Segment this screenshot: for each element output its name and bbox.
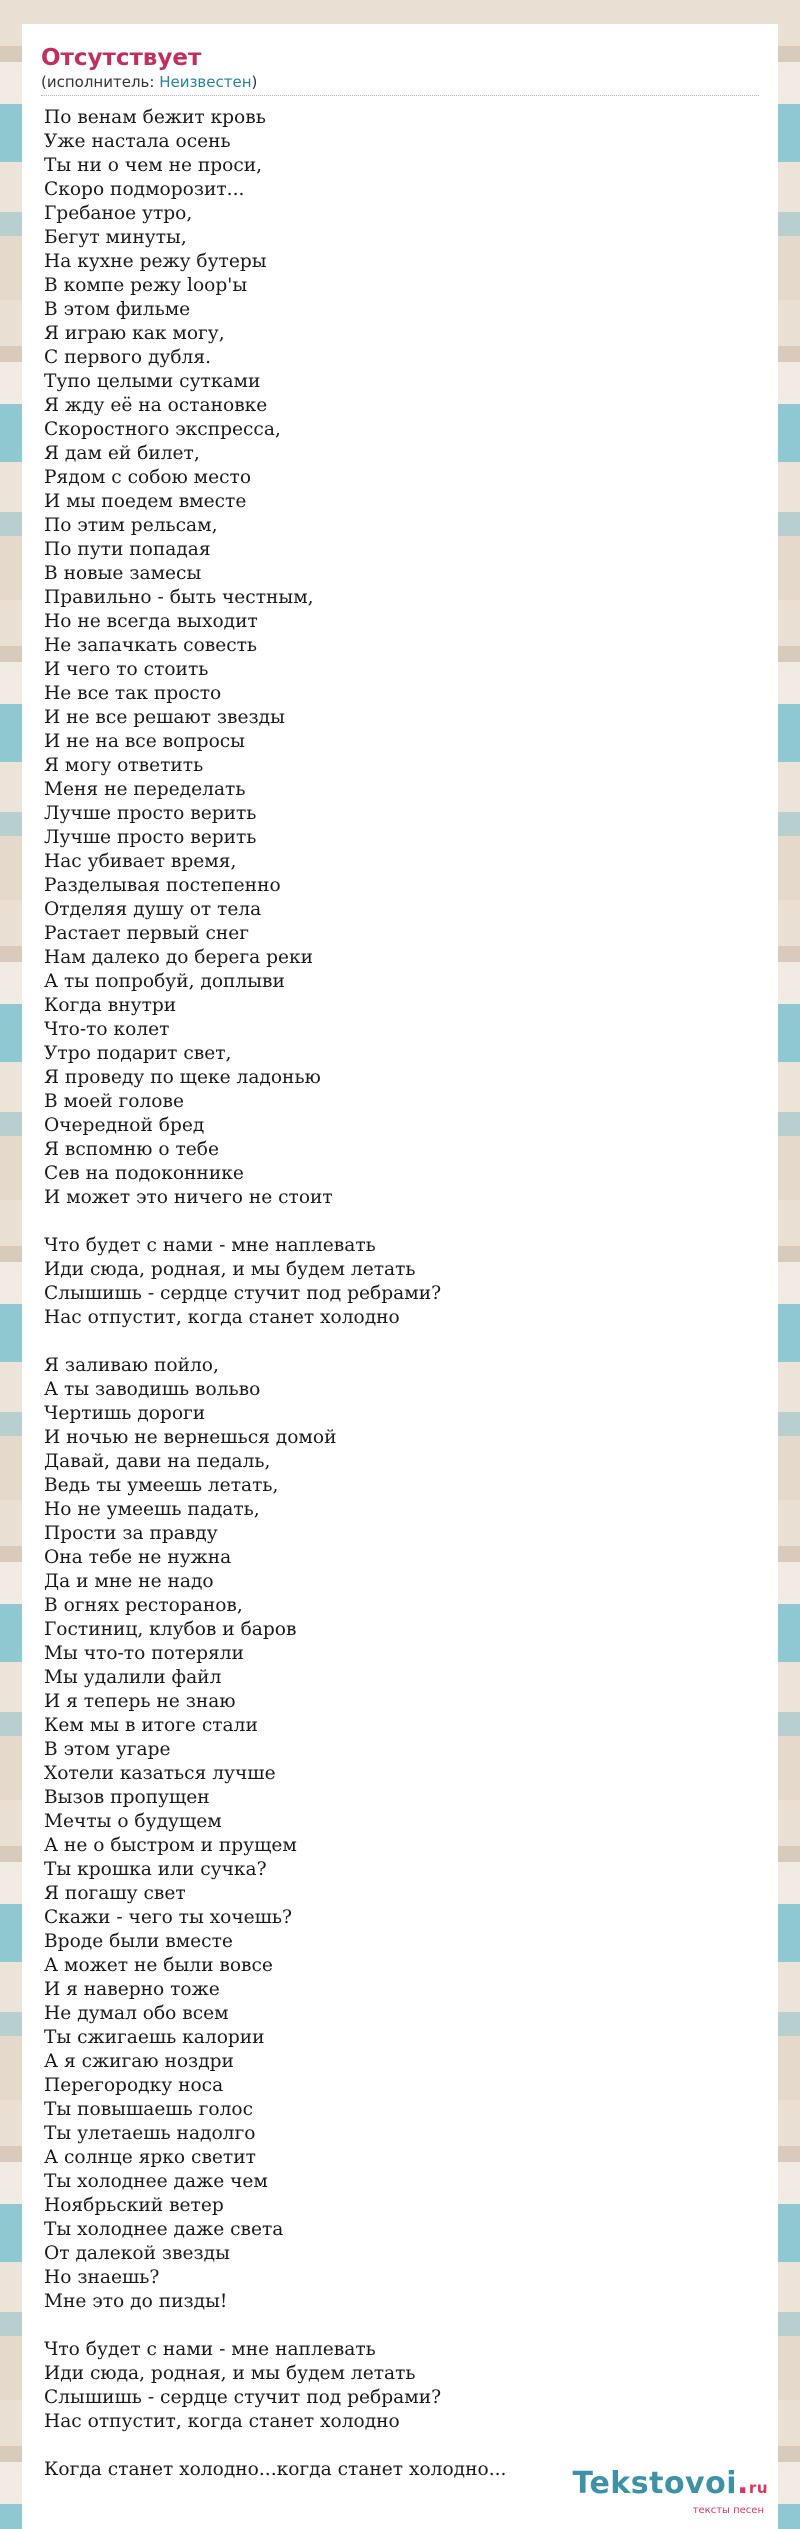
site-logo[interactable] [572, 2467, 768, 2517]
logo-dot: . [737, 2466, 749, 2501]
lyrics-card [22, 24, 778, 2529]
artist-link[interactable]: Неизвестен [159, 73, 252, 91]
logo-tagline: тексты песен [692, 2505, 764, 2516]
artist-prefix: (исполнитель: [41, 73, 160, 91]
song-title: Отсутствует [41, 45, 202, 71]
logo-wordmark [572, 2467, 768, 2505]
logo-tld: ru [748, 2479, 768, 2497]
lyrics-text: По венам бежит кровь Уже настала осень Ты ни о чем не проси, Скоро подморозит... Гребаное утро, Бегут минуты, На кухне режу бутеры В компе режу loop'ы В этом фильме Я играю как могу, С первого дубля. Тупо целыми сутками Я жду её на остановке Скоростного экспресса, Я дам ей билет, Рядом с собою место И мы поедем вместе По этим рельсам, По пути попадая В новые замесы Правильно - быть честным, Но не всегда выходит Не запачкать совесть И чего то стоить Не все так просто И не все решают звезды И не на все вопросы Я могу ответить Меня не переделать Лучше просто верить Лучше просто верить Нас убивает время, Разделывая постепенно Отделяя душу от тела Растает первый снег Нам далеко до берега реки А ты попробуй, доплыви Когда внутри Что-то колет Утро подарит свет, Я проведу по щеке ладонью В моей голове Очередной бред Я вспомню о тебе Сев на подоконнике И может это ничего не стоит Что будет с нами - мне наплевать Иди сюда, родная, и мы будем летать Слышишь - сердце стучит под ребрами? Нас отпустит, когда станет холодно Я заливаю пойло, А ты заводишь вольво Чертишь дороги И ночью не вернешься домой Давай, дави на педаль, Ведь ты умеешь летать, Но не умеешь падать, Прости за правду Она тебе не нужна Да и мне не надо В огнях ресторанов, Гостиниц, клубов и баров Мы что-то потеряли Мы удалили файл И я теперь не знаю Кем мы в итоге стали В этом угаре Хотели казаться лучше Вызов пропущен Мечты о будущем А не о быстром и прущем Ты крошка или сучка? Я погашу свет Скажи - чего ты хочешь? Вроде были вместе А может не были вовсе И я наверно тоже Не думал обо всем Ты сжигаешь калории А я сжигаю ноздри Перегородку носа Ты повышаешь голос Ты улетаешь надолго А солнце ярко светит Ты холоднее даже чем Ноябрьский ветер Ты холоднее даже света От далекой звезды Но знаешь? Мне это до пизды! Что будет с нами - мне наплевать Иди сюда, родная, и мы будем летать Слышишь - сердце стучит под ребрами? Нас отпустит, когда станет холодно Когда станет холодно...когда станет холодно... [44, 107, 507, 2480]
logo-name: Tekstovoi [572, 2466, 738, 2501]
artist-line [41, 72, 759, 96]
artist-suffix: ) [251, 73, 258, 91]
